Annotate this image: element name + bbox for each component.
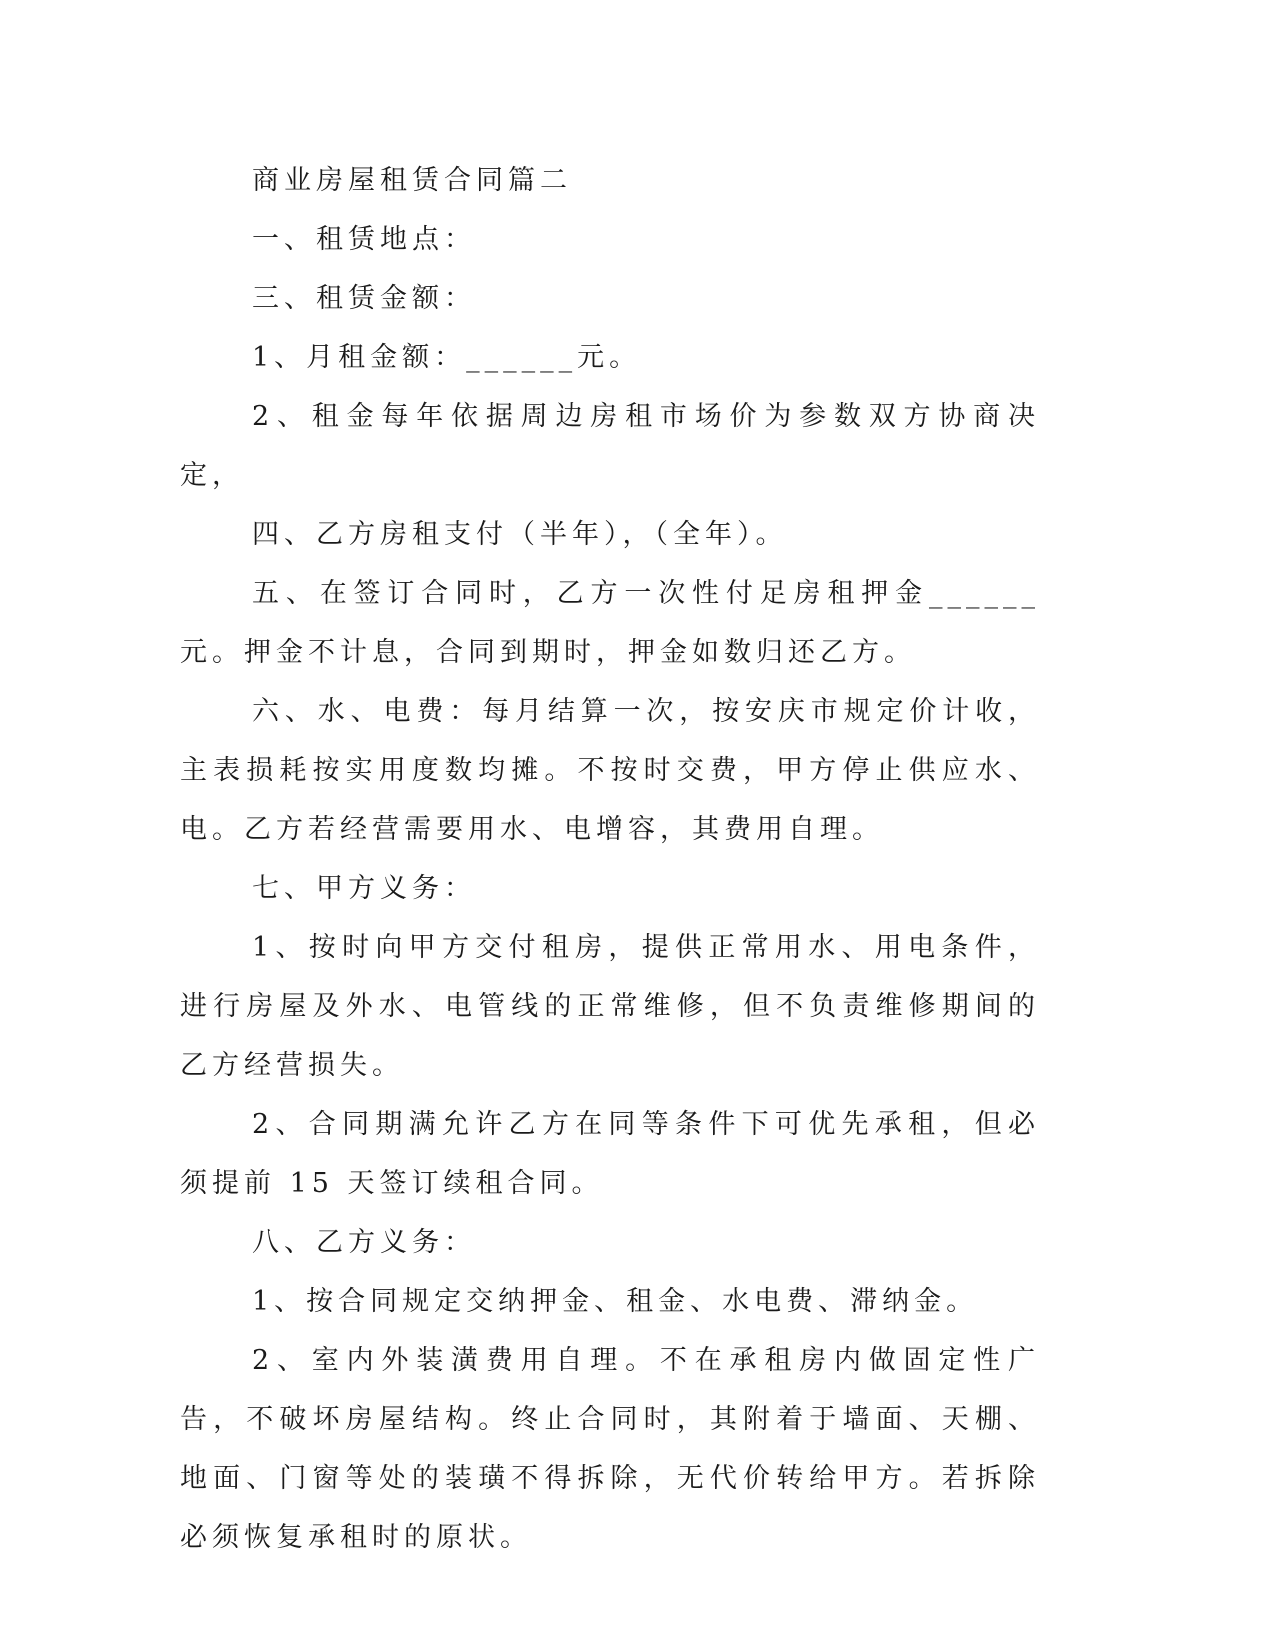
clause-party-b-item-2: 2、室内外装潢费用自理。不在承租房内做固定性广告，不破坏房屋结构。终止合同时，其附着于墙面、天棚、地面、门窗等处的装璜不得拆除，无代价转给甲方。若拆除必须恢复承租时的原状。 [180, 1345, 1040, 1553]
clause-party-a-item-1: 1、按时向甲方交付租房，提供正常用水、用电条件，进行房屋及外水、电管线的正常维修，但不负责维修期间的乙方经营损失。 [180, 932, 1040, 1081]
clause-lease-amount: 三、租赁金额： [252, 283, 476, 314]
clause-monthly-rent: 1、月租金额：______元。 [252, 342, 642, 373]
clause-party-a-heading: 七、甲方义务： [252, 873, 476, 904]
clause-rent-adjustment: 2、租金每年依据周边房租市场价为参数双方协商决定， [180, 401, 1040, 491]
clause-party-b-heading: 八、乙方义务： [252, 1227, 476, 1258]
clause-party-a-item-2: 2、合同期满允许乙方在同等条件下可优先承租，但必须提前 15 天签订续租合同。 [180, 1109, 1040, 1199]
document-title: 商业房屋租赁合同篇二 [252, 165, 572, 196]
clause-party-b-item-1: 1、按合同规定交纳押金、租金、水电费、滞纳金。 [252, 1286, 979, 1317]
clause-deposit: 五、在签订合同时，乙方一次性付足房租押金______元。押金不计息，合同到期时，押金如数归还乙方。 [180, 578, 1040, 668]
clause-utilities: 六、水、电费：每月结算一次，按安庆市规定价计收，主表损耗按实用度数均摊。不按时交费，甲方停止供应水、电。乙方若经营需要用水、电增容，其费用自理。 [180, 696, 1040, 845]
document-body [180, 151, 1040, 1567]
clause-rent-payment: 四、乙方房租支付（半年），（全年）。 [252, 519, 788, 550]
clause-lease-location: 一、租赁地点： [252, 224, 476, 255]
